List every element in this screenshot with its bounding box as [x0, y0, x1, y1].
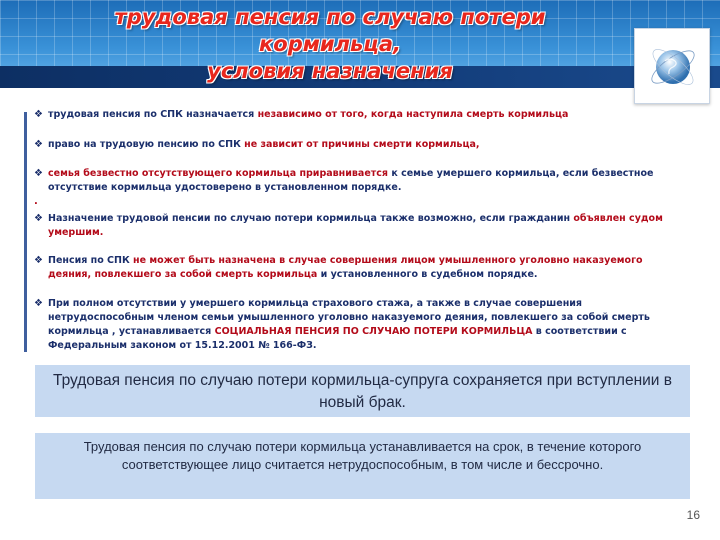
note-box-text: Трудовая пенсия по случаю потери кормильца-супруга сохраняется при вступлении в новый брак. [52, 372, 672, 411]
separator-dot: . [34, 196, 38, 207]
item-emphasis: не может быть назначена в случае совершения лицом умышленного уголовно наказуемого [133, 255, 643, 266]
item-text-cont: Федеральным законом от 15.12.2001 № 166-ФЗ. [48, 340, 317, 351]
page-number: 16 [686, 508, 700, 522]
list-item [28, 167, 708, 195]
slide-header [0, 0, 720, 88]
item-text: к семье умершего кормильца, если безвестное [388, 168, 654, 179]
item-emphasis: объявлен судом [573, 213, 663, 224]
item-text-cont: в соответствии с [532, 326, 627, 337]
note-box-remarriage [35, 365, 690, 417]
title-line-1: трудовая пенсия по случаю потери кормильца, [114, 5, 546, 56]
globe-icon [645, 39, 701, 95]
diamond-bullet-icon: ❖ [34, 139, 43, 150]
item-emphasis: не зависит от причины смерти кормильца, [244, 139, 480, 150]
item-text: Пенсия по СПК [48, 255, 134, 266]
diamond-bullet-icon: ❖ [34, 109, 43, 120]
diamond-bullet-icon: ❖ [34, 213, 43, 224]
title-line-2: условия назначения [207, 59, 453, 83]
item-emphasis: независимо от того, когда наступила смерть кормильца [257, 109, 569, 120]
item-text: Назначение трудовой пенсии по случаю потери кормильца также возможно, если гражданин [48, 213, 574, 224]
item-text: право на трудовую пенсию по СПК [48, 139, 245, 150]
item-emphasis: семья безвестно отсутствующего кормильца приравнивается [48, 168, 389, 179]
item-text: трудовая пенсия по СПК назначается [48, 109, 258, 120]
slide-title [40, 4, 620, 85]
list-item [28, 108, 708, 122]
diamond-bullet-icon: ❖ [34, 255, 43, 266]
note-box-text: Трудовая пенсия по случаю потери кормильца устанавливается на срок, в течение которого соответствующее лицо считается нетрудоспособным, в том числе и бессрочно. [83, 439, 642, 472]
globe-logo [634, 28, 710, 104]
diamond-bullet-icon: ❖ [34, 298, 43, 309]
list-item [28, 138, 708, 152]
diamond-bullet-icon: ❖ [34, 168, 43, 179]
list-item [28, 254, 708, 282]
item-text: При полном отсутствии у умершего кормильца страхового стажа, а также в случае совершения [48, 298, 583, 309]
item-text-cont: кормильца , устанавливается [48, 326, 215, 337]
list-item [28, 212, 708, 240]
item-emphasis-cont: деяния, повлекшего за собой смерть кормильца [48, 269, 318, 280]
item-emphasis: СОЦИАЛЬНАЯ ПЕНСИЯ ПО СЛУЧАЮ ПОТЕРИ КОРМИЛЬЦА [214, 326, 533, 337]
item-text-cont: умершим. [48, 227, 104, 238]
note-box-term [35, 433, 690, 499]
item-text-cont: и установленного в судебном порядке. [317, 269, 538, 280]
list-item [28, 297, 708, 353]
left-accent-rule [24, 112, 27, 352]
item-text-cont: отсутствие кормильца удостоверено в установленном порядке. [48, 182, 402, 193]
item-text-cont: нетрудоспособным членом семьи умышленного уголовно наказуемого деяния, повлекшего за собой смерть [48, 312, 650, 323]
